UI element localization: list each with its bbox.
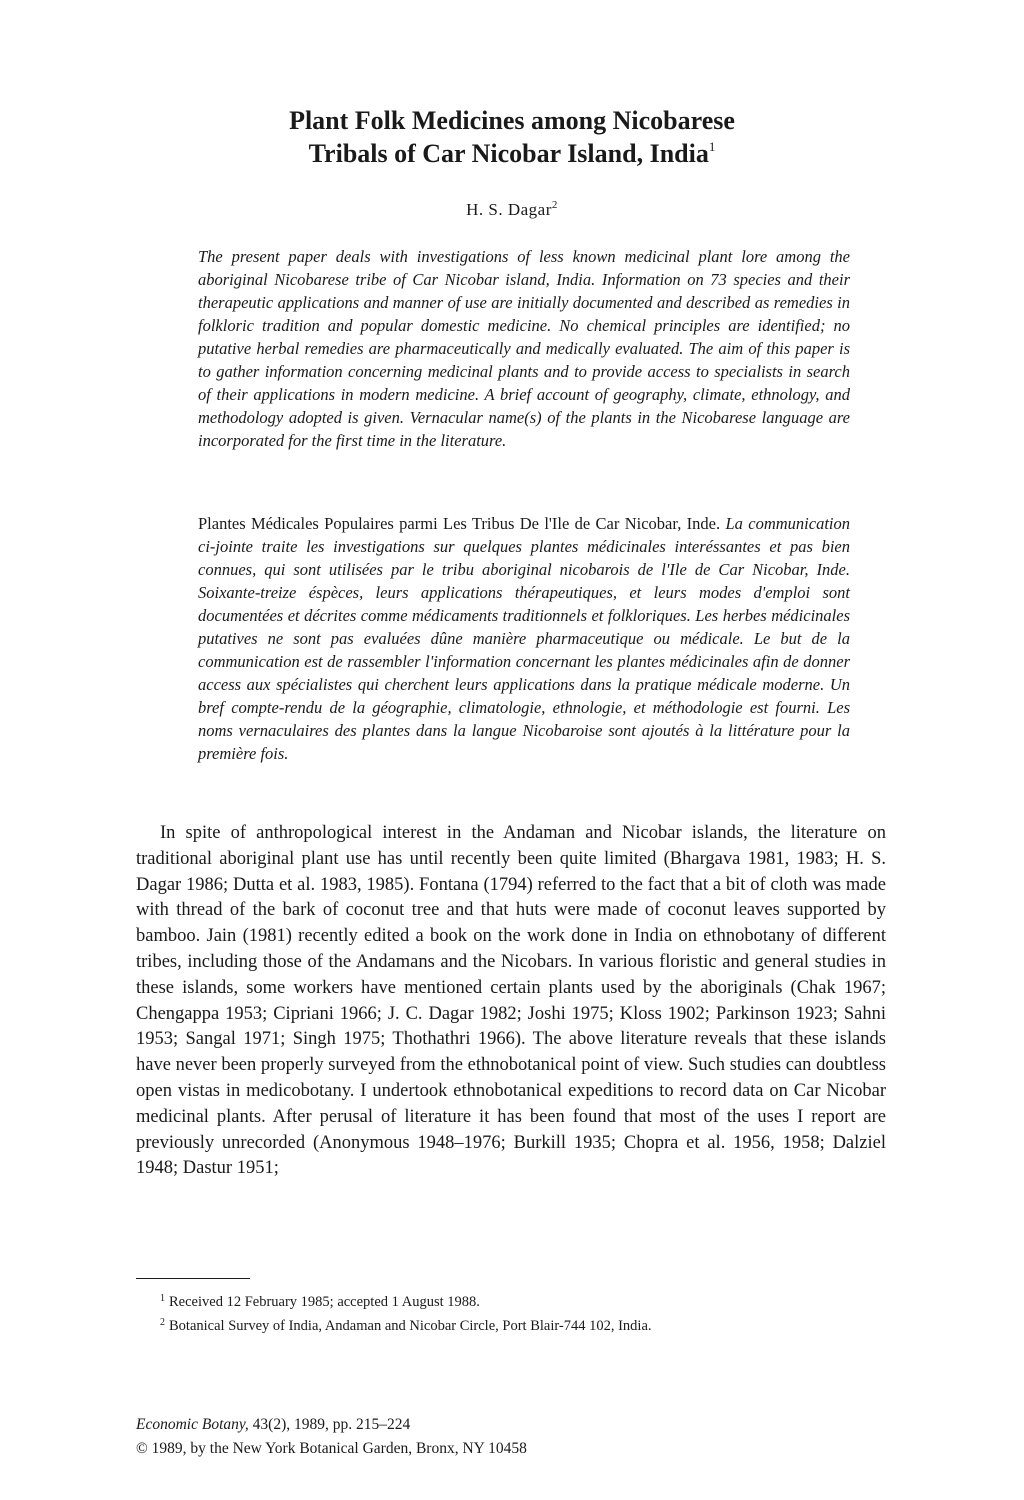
citation-line xyxy=(136,1413,886,1437)
abstract-english: The present paper deals with investigations of less known medicinal plant lore among the aboriginal Nicobarese tribe of Car Nicobar island, India. Information on 73 species and their therapeutic applications and manner of use are initially documented and described as remedies in folkloric tradition and popular domestic medicine. No chemical principles are identified; no putative herbal remedies are pharmaceutically and medically evaluated. The aim of this paper is to gather information concerning medicinal plants and to provide access to specialists in search of their applications in modern medicine. A brief account of geography, climate, ethnology, and methodology adopted is given. Vernacular name(s) of the plants in the Nicobarese language are incorporated for the first time in the literature. xyxy=(198,247,850,450)
footnote-mark: 1 xyxy=(160,1293,165,1304)
author-footnote-mark: 2 xyxy=(551,199,558,211)
author-line xyxy=(0,199,1024,221)
journal-details: 43(2), 1989, pp. 215–224 xyxy=(248,1416,411,1433)
footnote-mark: 2 xyxy=(160,1317,165,1328)
paper-title xyxy=(0,104,1024,170)
footnote-text: Received 12 February 1985; accepted 1 August 1988. xyxy=(169,1294,480,1310)
title-line-1: Plant Folk Medicines among Nicobarese xyxy=(289,106,735,135)
footnotes xyxy=(136,1290,886,1338)
footnote-text: Botanical Survey of India, Andaman and Nicobar Circle, Port Blair-744 102, India. xyxy=(169,1318,652,1334)
resume-title: Plantes Médicales Populaires parmi Les Tribus De l'Ile de Car Nicobar, Inde. xyxy=(198,514,721,533)
author-name: H. S. Dagar xyxy=(466,200,552,219)
journal-name: Economic Botany, xyxy=(136,1416,249,1433)
footnote-item xyxy=(136,1314,886,1338)
abstract-french xyxy=(198,512,850,765)
journal-citation xyxy=(136,1413,886,1461)
title-footnote-mark: 1 xyxy=(708,139,716,154)
footnote-divider xyxy=(136,1278,250,1279)
title-line-2: Tribals of Car Nicobar Island, India xyxy=(308,139,709,168)
footnote-item xyxy=(136,1290,886,1314)
resume-text: La communication ci-jointe traite les investigations sur quelques plantes médicinales interéssantes et pas bien connues, qui sont utilisées par le tribu aboriginal nicobarois de l'Ile de Car Nicobar, Inde. Soixante-treize éspèces, leurs applications thérapeutiques, et leurs modes d'emploi sont documentées et décrites comme médicaments traditionnels et folkloriques. Les herbes médicinales putatives ne sont pas evaluées dûne manière pharmaceutique ou médicale. Le but de la communication est de rassembler l'information concernant les plantes médicinales afin de donner access aux spécialistes qui cherchent leurs applications dans la pratique médicale moderne. Un bref compte-rendu de la géographie, climatologie, ethnologie, et méthodologie est fourni. Les noms vernaculaires des plantes dans la langue Nicobaroise sont ajoutés à la littérature pour la première fois. xyxy=(198,514,851,763)
body-paragraph: In spite of anthropological interest in the Andaman and Nicobar islands, the literature on traditional aboriginal plant use has until recently been quite limited (Bhargava 1981, 1983; H. S. Dagar 1986; Dutta et al. 1983, 1985). Fontana (1794) referred to the fact that a bit of cloth was made with thread of the bark of coconut tree and that huts were made of coconut leaves supported by bamboo. Jain (1981) recently edited a book on the work done in India on ethnobotany of different tribes, including those of the Andamans and the Nicobars. In various floristic and general studies in these islands, some workers have mentioned certain plants used by the aboriginals (Chak 1967; Chengappa 1953; Cipriani 1966; J. C. Dagar 1982; Joshi 1975; Kloss 1902; Parkinson 1923; Sahni 1953; Sangal 1971; Singh 1975; Thothathri 1966). The above literature reveals that these islands have never been properly surveyed from the ethnobotanical point of view. Such studies can doubtless open vistas in medicobotany. I undertook ethnobotanical expeditions to record data on Car Nicobar medicinal plants. After perusal of literature it has been found that most of the uses I report are previously unrecorded (Anonymous 1948–1976; Burkill 1935; Chopra et al. 1956, 1958; Dalziel 1948; Dastur 1951; xyxy=(136,823,886,1179)
copyright-line: © 1989, by the New York Botanical Garden, Bronx, NY 10458 xyxy=(136,1440,527,1457)
